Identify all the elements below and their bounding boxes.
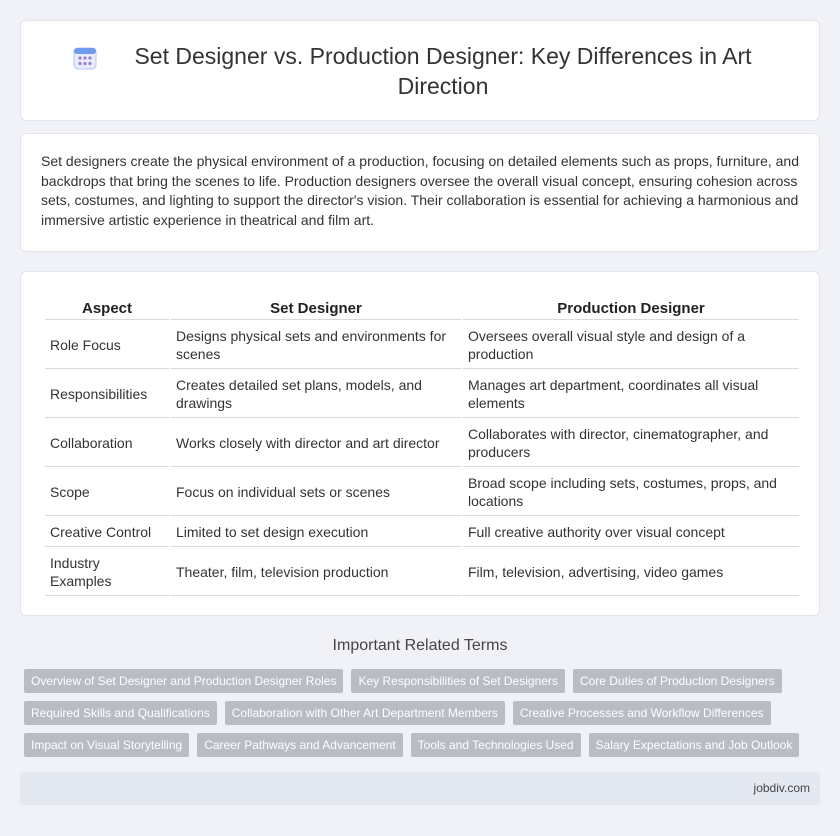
table-row xyxy=(45,467,799,516)
table-row xyxy=(45,369,799,418)
related-term-tag[interactable]: Salary Expectations and Job Outlook xyxy=(589,733,800,757)
tag-row xyxy=(24,701,824,725)
table-cell-set-designer: Designs physical sets and environments for scenes xyxy=(171,320,461,369)
table-cell-production-designer: Full creative authority over visual concept xyxy=(463,516,799,547)
table-cell-aspect: Role Focus xyxy=(45,320,169,369)
header-set-designer: Set Designer xyxy=(171,294,461,320)
intro-card xyxy=(20,133,820,252)
related-term-tag[interactable]: Collaboration with Other Art Department Members xyxy=(225,701,505,725)
related-term-tag[interactable]: Creative Processes and Workflow Differences xyxy=(513,701,771,725)
header-production-designer: Production Designer xyxy=(463,294,799,320)
table-cell-production-designer: Film, television, advertising, video games xyxy=(463,547,799,596)
table-row xyxy=(45,320,799,369)
table-cell-production-designer: Broad scope including sets, costumes, props, and locations xyxy=(463,467,799,516)
table-cell-aspect: Collaboration xyxy=(45,418,169,467)
calendar-icon xyxy=(72,45,98,71)
comparison-table-card xyxy=(20,271,820,616)
table-cell-production-designer: Oversees overall visual style and design of a production xyxy=(463,320,799,369)
title-wrap xyxy=(70,41,770,101)
table-row xyxy=(45,418,799,467)
table-cell-aspect: Industry Examples xyxy=(45,547,169,596)
table-cell-set-designer: Works closely with director and art director xyxy=(171,418,461,467)
table-cell-set-designer: Creates detailed set plans, models, and drawings xyxy=(171,369,461,418)
table-cell-production-designer: Manages art department, coordinates all visual elements xyxy=(463,369,799,418)
related-term-tag[interactable]: Overview of Set Designer and Production Designer Roles xyxy=(24,669,343,693)
table-row xyxy=(45,547,799,596)
related-term-tag[interactable]: Required Skills and Qualifications xyxy=(24,701,217,725)
header-aspect: Aspect xyxy=(45,294,169,320)
related-term-tag[interactable]: Impact on Visual Storytelling xyxy=(24,733,189,757)
comparison-table xyxy=(43,294,801,596)
related-term-tag[interactable]: Tools and Technologies Used xyxy=(411,733,581,757)
related-term-tag[interactable]: Key Responsibilities of Set Designers xyxy=(351,669,564,693)
table-header-row xyxy=(45,294,799,320)
footer xyxy=(20,772,820,805)
title-card xyxy=(20,20,820,121)
tag-row xyxy=(24,669,824,693)
tag-row xyxy=(24,733,824,757)
related-terms-list xyxy=(24,669,824,765)
related-terms-heading: Important Related Terms xyxy=(332,637,508,654)
table-cell-aspect: Creative Control xyxy=(45,516,169,547)
table-cell-set-designer: Theater, film, television production xyxy=(171,547,461,596)
intro-paragraph: Set designers create the physical environment of a production, focusing on detailed elements such as props, furniture, and backdrops that bring the scenes to life. Production designers oversee the overall visual concept, ensuring cohesion across sets, costumes, and lighting to support the director's vision. Their collaboration is essential for achieving a harmonious and immersive artistic experience in theatrical and film art. xyxy=(41,153,800,228)
table-cell-set-designer: Limited to set design execution xyxy=(171,516,461,547)
page-title: Set Designer vs. Production Designer: Key Differences in Art Direction xyxy=(134,42,752,99)
related-term-tag[interactable]: Career Pathways and Advancement xyxy=(197,733,402,757)
related-term-tag[interactable]: Core Duties of Production Designers xyxy=(573,669,782,693)
footer-site-link[interactable]: jobdiv.com xyxy=(753,781,810,795)
table-cell-aspect: Responsibilities xyxy=(45,369,169,418)
table-cell-production-designer: Collaborates with director, cinematographer, and producers xyxy=(463,418,799,467)
table-row xyxy=(45,516,799,547)
table-cell-set-designer: Focus on individual sets or scenes xyxy=(171,467,461,516)
table-cell-aspect: Scope xyxy=(45,467,169,516)
